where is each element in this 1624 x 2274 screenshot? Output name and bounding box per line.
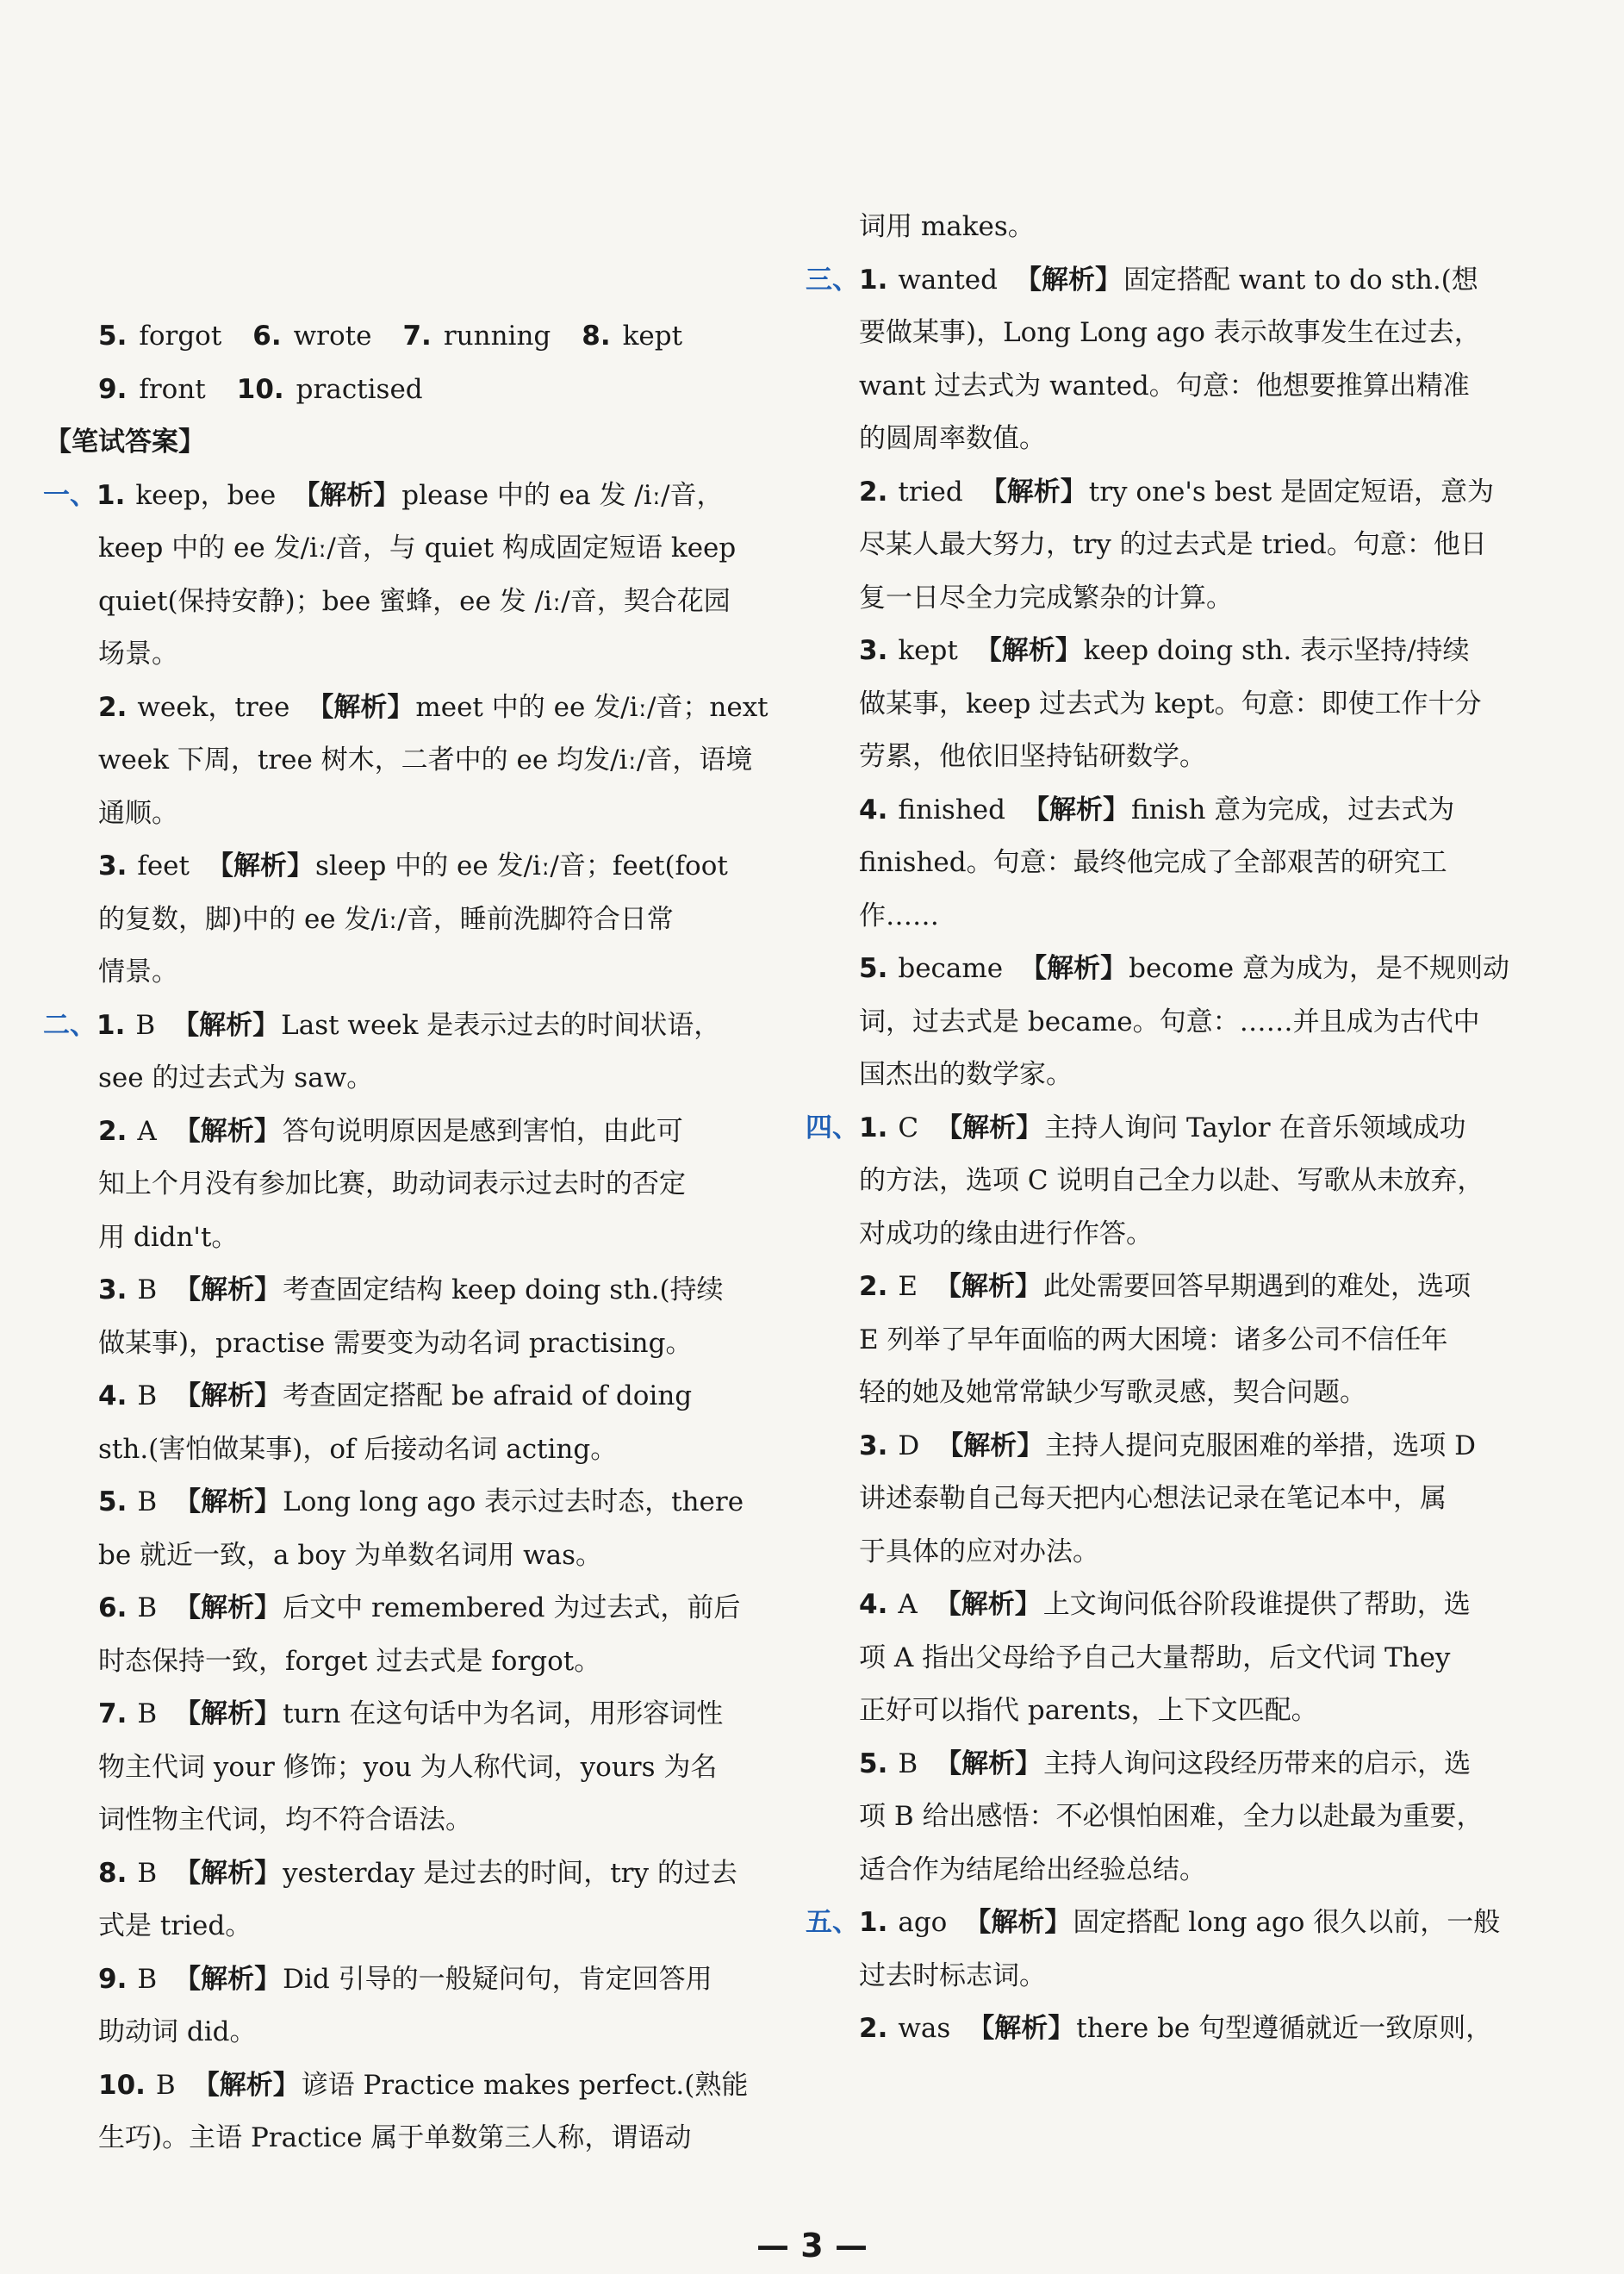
explanation-text: 此处需要回答早期遇到的难处，选项 [1043,1271,1471,1302]
question-item [45,1106,741,1159]
item-number: 1. [96,479,126,511]
analysis-tag: 【解析】 [936,1112,1043,1143]
continuation-line: quiet(保持安静)；bee 蜜蜂，ee 发 /iː/音，契合花园 [98,585,731,617]
analysis-tag: 【解析】 [974,635,1082,666]
explanation-text: sleep 中的 ee 发/iː/音；feet(foot [314,850,728,882]
continuation-line: 助动词 did。 [98,2016,257,2047]
item-number: 4. [859,1589,888,1620]
continuation-line: 的方法，选项 C 说明自己全力以赴、写歌从未放弃， [859,1165,1484,1196]
answer-text: A [137,1115,157,1147]
explanation-text: 主持人提问克服困难的举措，选项 D [1045,1430,1476,1461]
analysis-tag: 【解析】 [935,1748,1042,1779]
continuation-line: 的复数，脚)中的 ee 发/iː/音，睡前洗脚符合日常 [98,903,674,935]
answer-word: forgot [139,321,222,352]
continuation-line: 做某事，keep 过去式为 kept。句意：即使工作十分 [859,688,1482,720]
explanation-text: 考查固定结构 keep doing sth.(持续 [283,1274,724,1305]
item-number: 5. [859,1748,888,1779]
answer-text: finished [898,794,1005,825]
explanation-text: become 意为成为，是不规则动 [1129,953,1509,984]
continuation-line: 适合作为结尾给出经验总结。 [859,1853,1206,1885]
answer-text: kept [898,635,958,666]
explanation-text: 考查固定搭配 be afraid of doing [283,1380,693,1411]
answer-row [45,364,741,417]
continuation-line: 于具体的应对办法。 [859,1536,1099,1567]
explanation-text: 主持人询问这段经历带来的启示，选 [1043,1748,1472,1779]
answer-text: week，tree [137,691,290,723]
question-item [806,2003,1512,2056]
question-item [806,1420,1512,1473]
analysis-tag: 【解析】 [174,1380,282,1411]
left-column [43,310,768,2165]
question-item [806,1738,1512,1791]
question-item [45,840,741,894]
answer-text: B [155,2069,176,2101]
analysis-tag: 【解析】 [307,691,414,723]
question-item [45,1370,741,1424]
item-number: 6. [98,1592,128,1623]
answer-text: B [137,1857,158,1889]
continuation-line: 正好可以指代 parents，上下文匹配。 [859,1695,1318,1726]
question-item [806,943,1512,996]
item-number: 5. [98,1486,128,1517]
analysis-tag: 【解析】 [206,850,314,882]
answer-text: ago [898,1907,948,1938]
analysis-tag: 【解析】 [1015,264,1122,296]
continuation-line: 情景。 [98,956,178,987]
item-number: 2. [859,476,888,508]
analysis-tag: 【解析】 [174,1963,282,1995]
answer-word: practised [296,373,423,405]
question-item [45,1264,741,1318]
answer-text: B [135,1009,156,1041]
continuation-line: week 下周，tree 树木，二者中的 ee 均发/iː/音，语境 [98,745,753,776]
continuation-line: 复一日尽全力完成繁杂的计算。 [859,582,1233,614]
continuation-line: see 的过去式为 saw。 [98,1062,374,1093]
continuation-line: 做某事)，practise 需要变为动名词 practising。 [98,1327,693,1359]
item-number: 3. [98,1274,128,1305]
section-marker: 二、 [43,1009,96,1041]
analysis-tag: 【解析】 [174,1486,282,1517]
explanation-text: 主持人询问 Taylor 在音乐领域成功 [1044,1112,1466,1143]
item-number: 3. [859,635,888,666]
analysis-tag: 【解析】 [174,1274,282,1305]
question-item [806,466,1512,520]
item-number: 2. [98,1115,128,1147]
explanation-text: Last week 是表示过去的时间状语， [281,1009,721,1041]
question-item [806,625,1512,678]
analysis-tag: 【解析】 [980,476,1087,508]
continuation-line: 词用 makes。 [859,211,1035,242]
explanation-text: keep doing sth. 表示坚持/持续 [1083,635,1470,666]
continuation-line: 过去时标志词。 [859,1959,1046,1991]
question-item [45,1688,741,1741]
item-number: 7. [98,1698,128,1729]
answer-word: wrote [293,321,372,352]
item-number: 4. [98,1380,128,1411]
section-marker: 四、 [806,1112,859,1143]
analysis-tag: 【解析】 [174,1698,282,1729]
question-item [45,1582,741,1635]
item-number: 5. [859,953,888,984]
continuation-line: 场景。 [98,639,178,670]
question-item [45,470,741,523]
question-item [806,1102,1512,1156]
item-number: 10. [236,373,284,405]
page-number: — 3 — [756,2227,868,2265]
answer-text: B [137,1274,158,1305]
answer-row [45,310,741,364]
answer-text: B [137,1963,158,1995]
explanation-text: 后文中 remembered 为过去式，前后 [283,1592,741,1623]
item-number: 9. [98,1963,128,1995]
explanation-text: 固定搭配 long ago 很久以前，一般 [1073,1907,1501,1938]
analysis-tag: 【解析】 [192,2069,300,2101]
continuation-line: 要做某事)，Long Long ago 表示故事发生在过去， [859,317,1481,348]
item-number: 3. [98,850,128,882]
continuation-line: 时态保持一致，forget 过去式是 forgot。 [98,1645,601,1677]
answer-text: E [898,1271,918,1302]
continuation-line: finished。句意：最终他完成了全部艰苦的研究工 [859,847,1447,878]
answer-text: tried [898,476,963,508]
continuation-line: 国杰出的数学家。 [859,1059,1073,1090]
continuation-line: 尽某人最大努力，try 的过去式是 tried。句意：他日 [859,529,1487,560]
explanation-text: there be 句型遵循就近一致原则， [1076,2013,1493,2044]
item-number: 2. [859,1271,888,1302]
question-item [45,1847,741,1901]
continuation-line: 对成功的缘由进行作答。 [859,1218,1153,1249]
section-marker: 五、 [806,1907,859,1938]
analysis-tag: 【解析】 [174,1592,282,1623]
continuation-line: 轻的她及她常常缺少写歌灵感，契合问题。 [859,1377,1366,1408]
answer-text: was [898,2013,951,2044]
continuation-line: 式是 tried。 [98,1910,252,1941]
answer-text: C [898,1112,919,1143]
section-marker: 一、 [43,479,96,511]
analysis-tag: 【解析】 [1020,953,1128,984]
answer-text: wanted [898,264,998,296]
explanation-text: 固定搭配 want to do sth.(想 [1123,264,1478,296]
continuation-line: 项 A 指出父母给予自己大量帮助，后文代词 They [859,1642,1451,1673]
answer-text: B [898,1748,918,1779]
answer-text: B [137,1592,158,1623]
answer-text: B [137,1698,158,1729]
explanation-text: finish 意为完成，过去式为 [1130,794,1455,825]
analysis-tag: 【解析】 [293,479,401,511]
item-number: 1. [859,264,888,296]
answer-text: A [898,1589,918,1620]
item-number: 1. [859,1907,888,1938]
explanation-text: please 中的 ea 发 /iː/音， [401,479,724,511]
answer-text: B [137,1486,158,1517]
item-number: 10. [98,2069,146,2101]
analysis-tag: 【解析】 [1022,794,1129,825]
continuation-line: 的圆周率数值。 [859,423,1046,454]
explanation-text: 上文询问低谷阶段谁提供了帮助，选 [1042,1589,1471,1620]
answer-text: D [898,1430,920,1461]
answer-word: front [139,373,206,405]
continuation-line: keep 中的 ee 发/iː/音，与 quiet 构成固定短语 keep [98,533,737,564]
question-item [806,1897,1512,1950]
answer-word: kept [622,321,683,352]
answer-text: keep，bee [135,479,277,511]
continuation-line: 知上个月没有参加比赛，助动词表示过去时的否定 [98,1168,686,1199]
item-number: 9. [98,373,128,405]
answer-text: became [898,953,1004,984]
item-number: 5. [98,321,128,352]
question-item [45,1953,741,2007]
answer-word: running [443,321,551,352]
explanation-text: yesterday 是过去的时间，try 的过去 [283,1857,737,1889]
section-heading-written: 【笔试答案】 [45,427,205,458]
question-item [806,1261,1512,1314]
item-number: 4. [859,794,888,825]
item-number: 1. [96,1009,126,1041]
item-number: 3. [859,1430,888,1461]
analysis-tag: 【解析】 [964,1907,1072,1938]
continuation-line: be 就近一致，a boy 为单数名词用 was。 [98,1539,603,1571]
continuation-line: 通顺。 [98,797,178,829]
analysis-tag: 【解析】 [935,1271,1042,1302]
explanation-text: try one's best 是固定短语，意为 [1088,476,1495,508]
answer-text: feet [137,850,190,882]
continuation-line: sth.(害怕做某事)，of 后接动名词 acting。 [98,1433,618,1465]
analysis-tag: 【解析】 [934,1589,1042,1620]
explanation-text: meet 中的 ee 发/iː/音；next [415,691,768,723]
section-marker: 三、 [806,264,859,296]
item-number: 7. [402,321,432,352]
analysis-tag: 【解析】 [968,2013,1075,2044]
question-item [45,2059,749,2113]
item-number: 6. [252,321,282,352]
analysis-tag: 【解析】 [936,1430,1044,1461]
question-item [806,784,1512,838]
question-item [45,1476,744,1529]
continuation-line: 词，过去式是 became。句意：……并且成为古代中 [859,1006,1480,1037]
question-item [806,254,1512,308]
continuation-line: want 过去式为 wanted。句意：他想要推算出精准 [859,370,1470,402]
explanation-text: turn 在这句话中为名词，用形容词性 [283,1698,724,1729]
explanation-text: Did 引导的一般疑问句，肯定回答用 [283,1963,712,1995]
continuation-line: 生巧)。主语 Practice 属于单数第三人称，谓语动 [98,2122,692,2153]
item-number: 2. [859,2013,888,2044]
continuation-line: E 列举了早年面临的两大困境：诸多公司不信任年 [859,1324,1448,1355]
question-item [45,682,768,735]
answer-text: B [137,1380,158,1411]
analysis-tag: 【解析】 [174,1857,282,1889]
analysis-tag: 【解析】 [172,1009,280,1041]
explanation-text: 谚语 Practice makes perfect.(熟能 [301,2069,749,2101]
continuation-line: 用 didn't。 [98,1221,239,1253]
question-item [45,1000,741,1053]
item-number: 8. [582,321,611,352]
continuation-line: 讲述泰勒自己每天把内心想法记录在笔记本中，属 [859,1483,1447,1514]
question-item [806,1579,1512,1632]
continuation-line: 劳累，他依旧坚持钻研数学。 [859,741,1206,772]
continuation-line: 作…… [859,900,939,931]
analysis-tag: 【解析】 [173,1115,281,1147]
continuation-line: 项 B 给出感悟：不必惧怕困难，全力以赴最为重要， [859,1801,1484,1832]
right-column [806,211,1512,2056]
item-number: 1. [859,1112,888,1143]
explanation-text: 答句说明原因是感到害怕，由此可 [282,1115,683,1147]
item-number: 2. [98,691,128,723]
item-number: 8. [98,1857,128,1889]
continuation-line: 物主代词 your 修饰；you 为人称代词，yours 为名 [98,1751,718,1783]
continuation-line: 词性物主代词，均不符合语法。 [98,1804,472,1835]
explanation-text: Long long ago 表示过去时态，there [283,1486,744,1517]
